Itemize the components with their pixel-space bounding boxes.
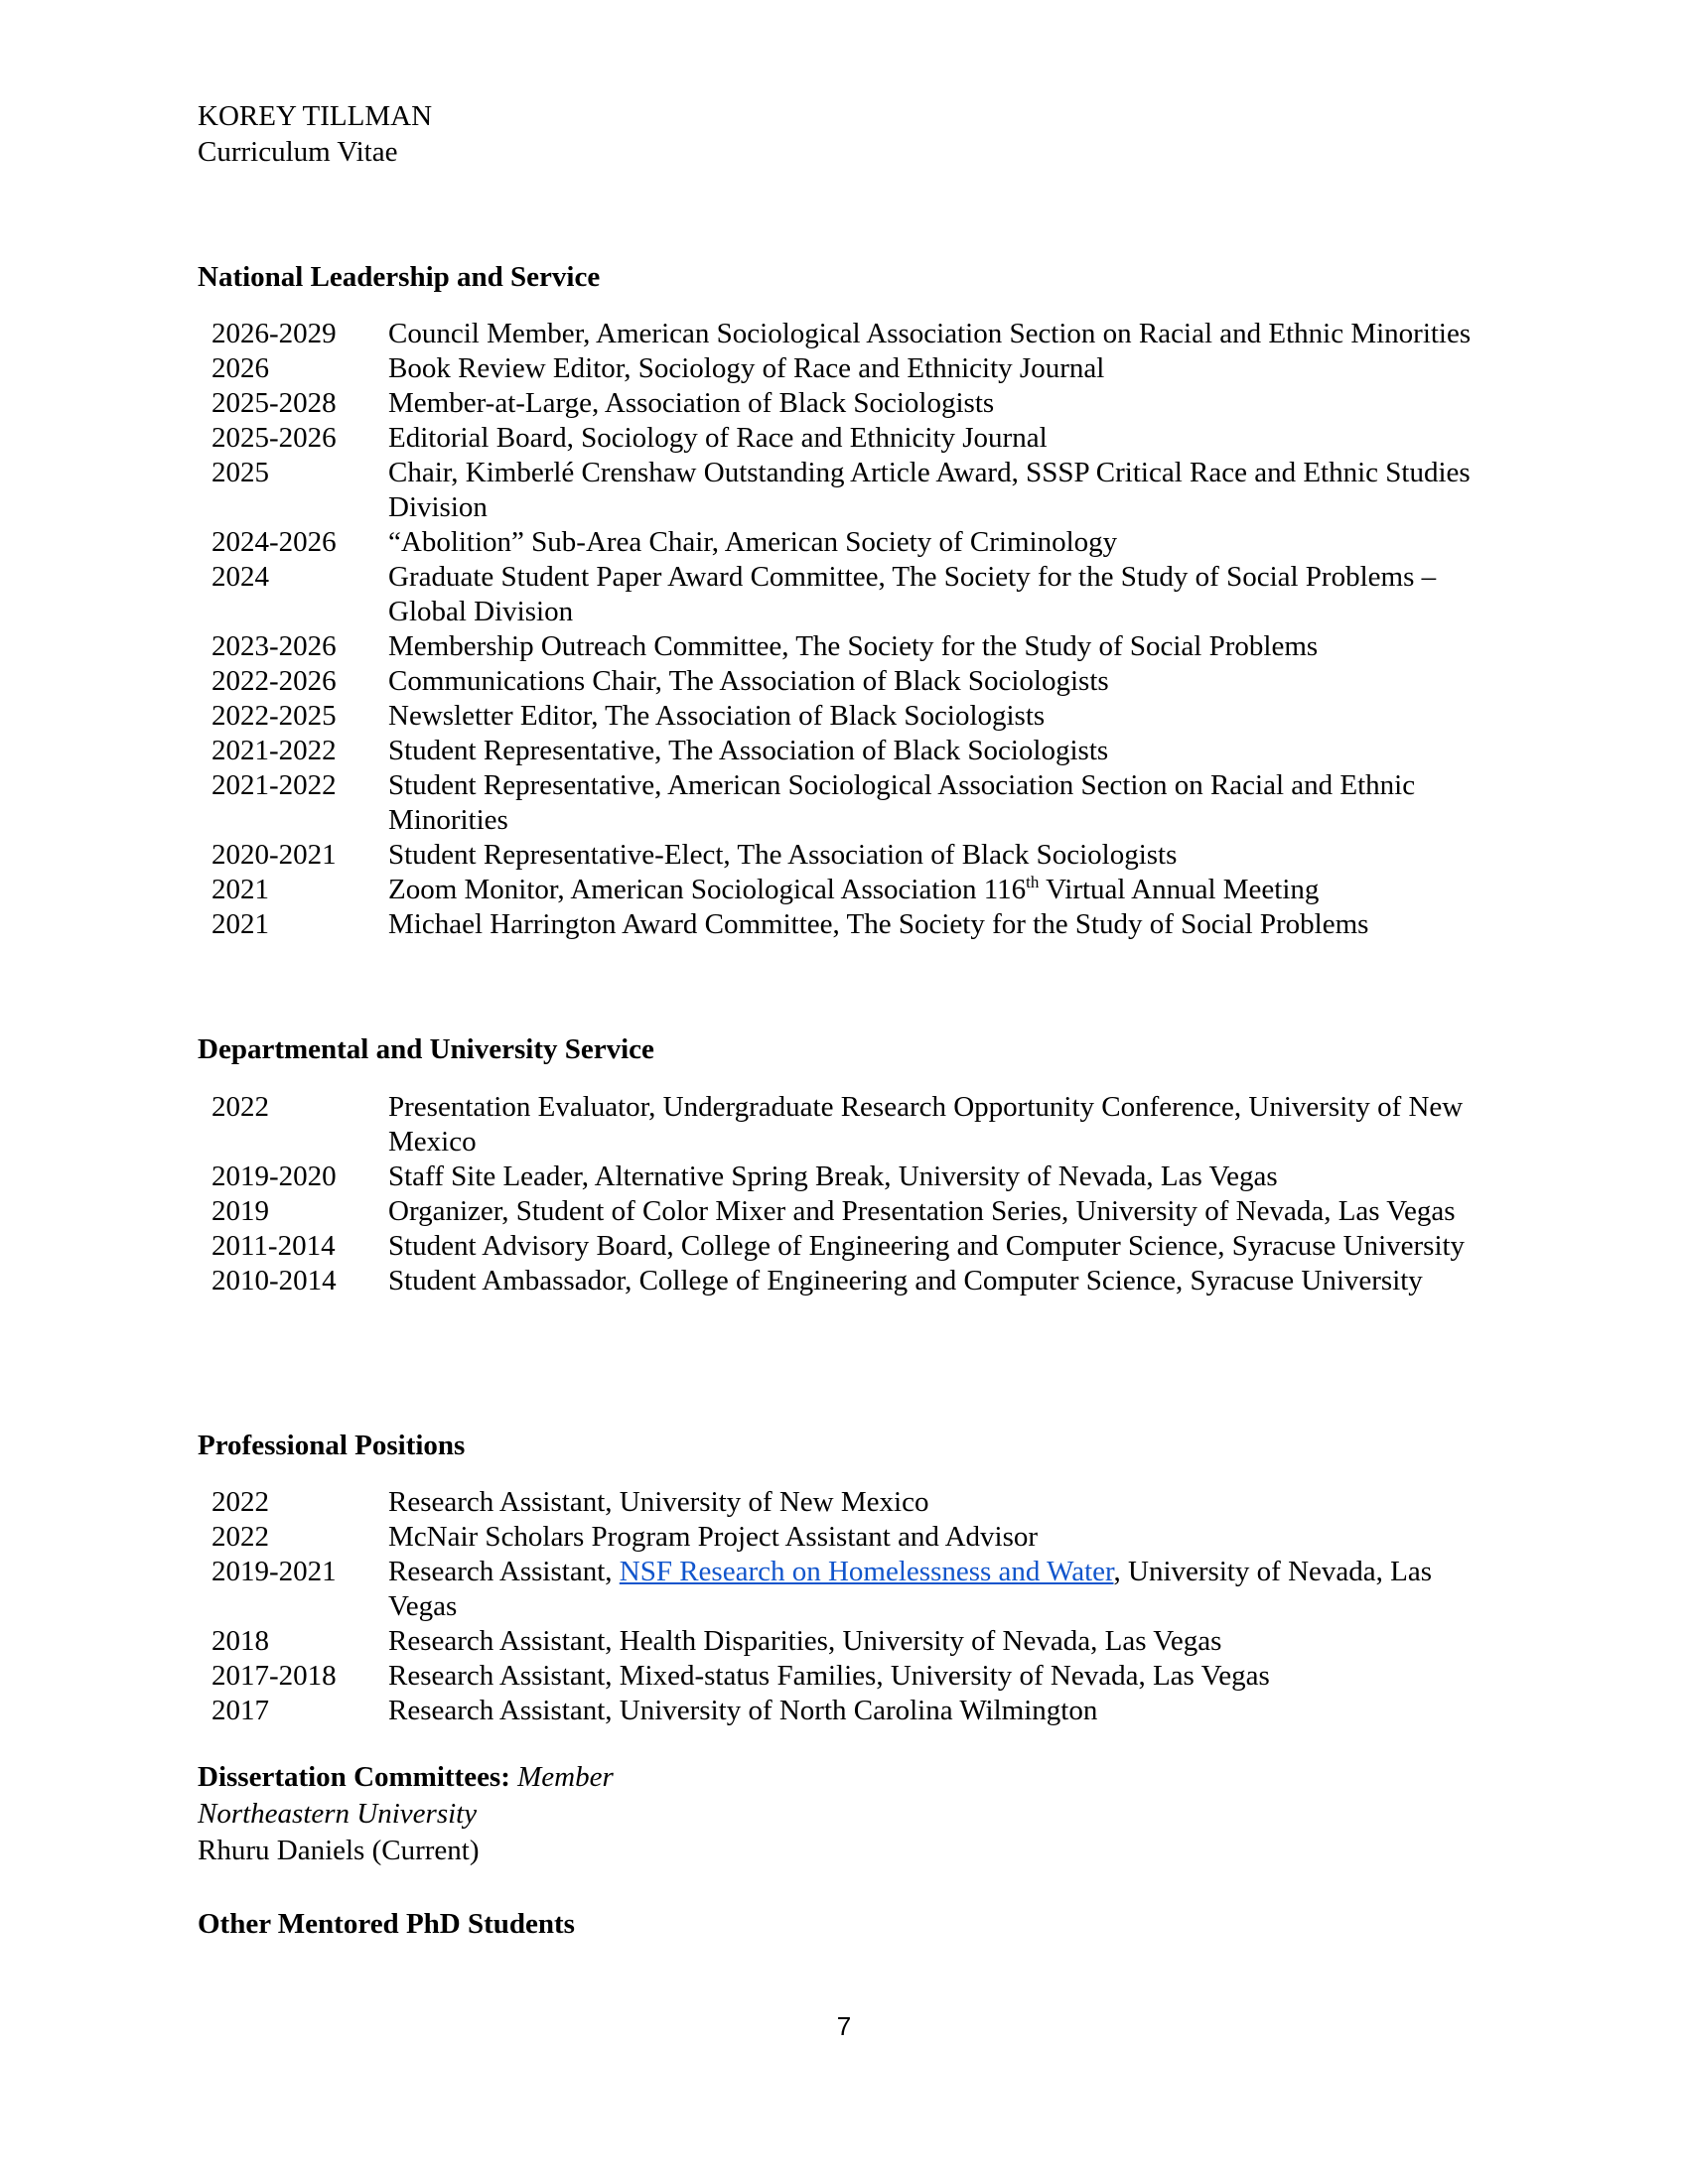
entry-description: Research Assistant, University of New Mexico bbox=[388, 1486, 929, 1518]
entry bbox=[211, 734, 1502, 768]
entry-years: 2019-2020 bbox=[211, 1160, 337, 1192]
entry-years: 2022 bbox=[211, 1486, 269, 1518]
entry bbox=[211, 1659, 1502, 1694]
entry-description: “Abolition” Sub-Area Chair, American Society of Criminology bbox=[388, 526, 1118, 558]
header-name: KOREY TILLMAN bbox=[198, 100, 433, 132]
entry-text: , University of Nevada, Las Vegas bbox=[388, 1556, 1433, 1622]
entry-years: 2021-2022 bbox=[211, 735, 337, 766]
entry bbox=[211, 664, 1502, 699]
entry-text: Virtual Annual Meeting bbox=[1039, 874, 1320, 905]
entry-years: 2022 bbox=[211, 1521, 269, 1553]
entry-text: Research Assistant, bbox=[388, 1556, 620, 1587]
entry-description: Student Representative, American Sociological Association Section on Racial and Ethnic Minorities bbox=[388, 769, 1416, 836]
entry-years: 2025 bbox=[211, 457, 269, 488]
entry-years: 2026-2029 bbox=[211, 318, 337, 349]
entry bbox=[211, 873, 1502, 907]
entry bbox=[211, 907, 1502, 942]
section-title-professional: Professional Positions bbox=[198, 1430, 466, 1461]
entry bbox=[211, 1160, 1502, 1194]
entry bbox=[211, 1624, 1502, 1659]
entry bbox=[211, 421, 1502, 456]
entry-description: Staff Site Leader, Alternative Spring Break, University of Nevada, Las Vegas bbox=[388, 1160, 1278, 1192]
entry bbox=[211, 456, 1502, 525]
entry-description: Michael Harrington Award Committee, The Society for the Study of Social Problems bbox=[388, 908, 1369, 940]
entry-years: 2022-2026 bbox=[211, 665, 337, 697]
entry-description: Communications Chair, The Association of Black Sociologists bbox=[388, 665, 1109, 697]
page-number: 7 bbox=[836, 2011, 852, 2041]
departmental-entries bbox=[211, 1090, 1502, 1298]
entry-years: 2021 bbox=[211, 908, 269, 940]
entry bbox=[211, 1555, 1502, 1624]
entry-years: 2010-2014 bbox=[211, 1265, 337, 1297]
entry-years: 2026 bbox=[211, 352, 269, 384]
entry bbox=[211, 629, 1502, 664]
entry-years: 2019 bbox=[211, 1195, 269, 1227]
entry-years: 2019-2021 bbox=[211, 1556, 337, 1587]
entry-description: McNair Scholars Program Project Assistant and Advisor bbox=[388, 1521, 1039, 1553]
entry bbox=[211, 317, 1502, 351]
entry bbox=[211, 1229, 1502, 1264]
entry-text: Zoom Monitor, American Sociological Association 116 bbox=[388, 874, 1027, 905]
national-entries bbox=[211, 317, 1502, 942]
entry-description: Research Assistant, Health Disparities, University of Nevada, Las Vegas bbox=[388, 1625, 1222, 1657]
entry-description bbox=[388, 1555, 1495, 1624]
entry-years: 2017 bbox=[211, 1695, 269, 1726]
entry bbox=[211, 1485, 1502, 1520]
entry bbox=[211, 699, 1502, 734]
entry-years: 2025-2026 bbox=[211, 422, 337, 454]
entry-description: Chair, Kimberlé Crenshaw Outstanding Article Award, SSSP Critical Race and Ethnic Studies Division bbox=[388, 457, 1471, 523]
entry-description: Student Representative, The Association of Black Sociologists bbox=[388, 735, 1109, 766]
entry-years: 2020-2021 bbox=[211, 839, 337, 871]
entry bbox=[211, 1520, 1502, 1555]
entry-description: Student Representative-Elect, The Association of Black Sociologists bbox=[388, 839, 1178, 871]
entry-description: Student Advisory Board, College of Engineering and Computer Science, Syracuse University bbox=[388, 1230, 1466, 1262]
entry bbox=[211, 386, 1502, 421]
entry-years: 2021-2022 bbox=[211, 769, 337, 801]
entry-years: 2023-2026 bbox=[211, 630, 337, 662]
entry-description bbox=[388, 873, 1495, 907]
entry bbox=[211, 351, 1502, 386]
entry-years: 2017-2018 bbox=[211, 1660, 337, 1692]
entry-description: Research Assistant, Mixed-status Families, University of Nevada, Las Vegas bbox=[388, 1660, 1270, 1692]
entry-description: Editorial Board, Sociology of Race and Ethnicity Journal bbox=[388, 422, 1048, 454]
dissertation-student: Rhuru Daniels (Current) bbox=[198, 1835, 480, 1866]
entry-years: 2022 bbox=[211, 1091, 269, 1123]
section-title-mentored: Other Mentored PhD Students bbox=[198, 1908, 575, 1940]
entry bbox=[211, 1194, 1502, 1229]
dissertation-university: Northeastern University bbox=[198, 1798, 478, 1830]
entry-years: 2011-2014 bbox=[211, 1230, 336, 1262]
entry-years: 2021 bbox=[211, 874, 269, 905]
ordinal-suffix: th bbox=[1026, 873, 1040, 891]
entry bbox=[211, 525, 1502, 560]
entry-description: Member-at-Large, Association of Black Sociologists bbox=[388, 387, 995, 419]
entry bbox=[211, 768, 1502, 838]
dissertation-label: Dissertation Committees: bbox=[198, 1761, 510, 1793]
section-title-national: National Leadership and Service bbox=[198, 261, 601, 293]
entry-description: Student Ambassador, College of Engineering and Computer Science, Syracuse University bbox=[388, 1265, 1423, 1297]
dissertation-heading bbox=[198, 1759, 614, 1795]
entry bbox=[211, 1264, 1502, 1298]
entry-years: 2024 bbox=[211, 561, 269, 593]
section-title-departmental: Departmental and University Service bbox=[198, 1033, 654, 1065]
entry-description: Newsletter Editor, The Association of Black Sociologists bbox=[388, 700, 1046, 732]
entry bbox=[211, 838, 1502, 873]
entry-years: 2024-2026 bbox=[211, 526, 337, 558]
professional-entries bbox=[211, 1485, 1502, 1728]
entry-description: Book Review Editor, Sociology of Race and Ethnicity Journal bbox=[388, 352, 1105, 384]
entry bbox=[211, 1694, 1502, 1728]
entry-years: 2018 bbox=[211, 1625, 269, 1657]
nsf-research-link[interactable]: NSF Research on Homelessness and Water bbox=[619, 1556, 1114, 1587]
entry bbox=[211, 560, 1502, 629]
entry-description: Organizer, Student of Color Mixer and Presentation Series, University of Nevada, Las Vegas bbox=[388, 1195, 1456, 1227]
entry-description: Membership Outreach Committee, The Society for the Study of Social Problems bbox=[388, 630, 1319, 662]
entry-description: Presentation Evaluator, Undergraduate Research Opportunity Conference, University of New Mexico bbox=[388, 1091, 1464, 1158]
entry bbox=[211, 1090, 1502, 1160]
entry-description: Research Assistant, University of North Carolina Wilmington bbox=[388, 1695, 1098, 1726]
entry-description: Council Member, American Sociological Association Section on Racial and Ethnic Minorities bbox=[388, 318, 1472, 349]
header-subtitle: Curriculum Vitae bbox=[198, 136, 398, 168]
dissertation-role: Member bbox=[517, 1761, 614, 1793]
entry-years: 2025-2028 bbox=[211, 387, 337, 419]
entry-description: Graduate Student Paper Award Committee, The Society for the Study of Social Problems – Global Division bbox=[388, 561, 1437, 627]
entry-years: 2022-2025 bbox=[211, 700, 337, 732]
